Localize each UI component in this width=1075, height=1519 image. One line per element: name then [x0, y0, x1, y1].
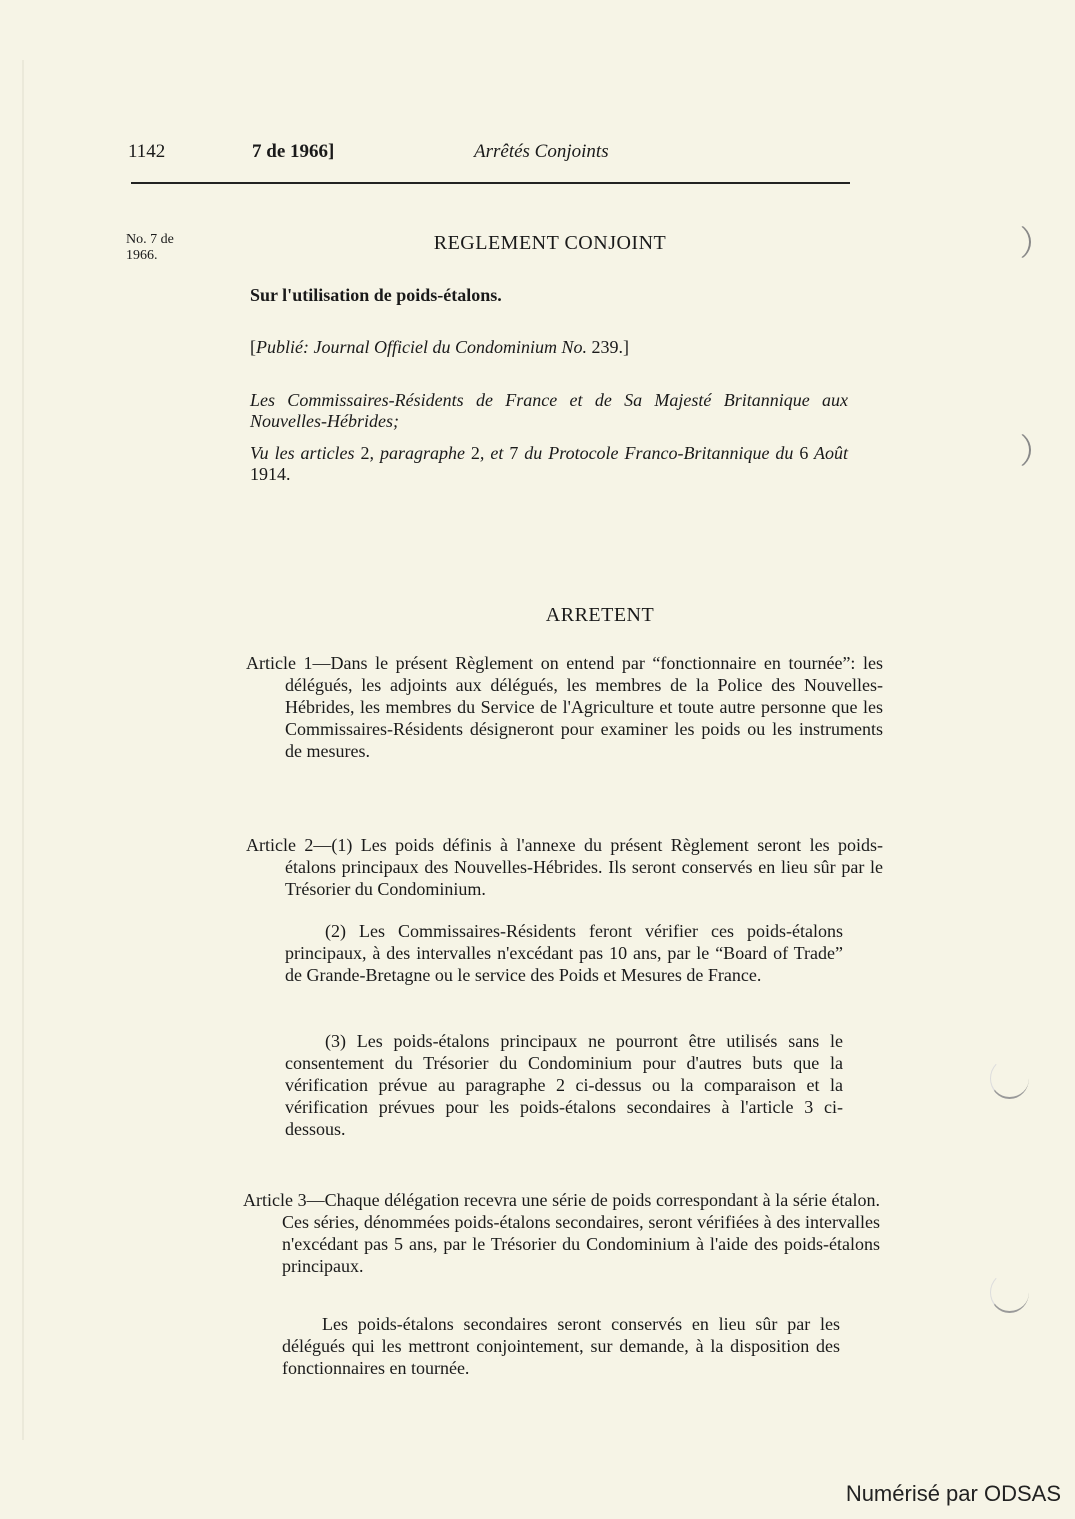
- header-rule: [131, 182, 850, 184]
- publication-open: [: [250, 337, 256, 357]
- publication-source: Publié: Journal Officiel du Condominium No.: [256, 337, 587, 357]
- punch-hole-icon: [990, 430, 1031, 470]
- publication-note: [250, 337, 629, 358]
- punch-hole-icon: [990, 1058, 1029, 1099]
- article-2-para-2: (2) Les Commissaires-Résidents feront vérifier ces poids-étalons principaux, à des intervalles n'excédant pas 10 ans, par le “Board of Trade” de Grande-Bretagne ou le service des Poids et Mesures de France.: [285, 921, 843, 985]
- preamble-protocol: Vu les articles 2, paragraphe 2, et 7 du Protocole Franco-Britannique du 6 Août 1914.: [250, 443, 849, 484]
- arretent-heading: ARRETENT: [545, 604, 655, 626]
- digitization-stamp: Numérisé par ODSAS: [845, 1481, 1061, 1506]
- margin-note: No. 7 de 1966.: [126, 232, 174, 263]
- article-3-para-2: Les poids-étalons secondaires seront conservés en lieu sûr par les délégués qui les mettront conjointement, sur demande, à la disposition des fonctionnaires en tournée.: [282, 1314, 840, 1378]
- article-2-para-1: Article 2—(1) Les poids définis à l'annexe du présent Règlement seront les poids-étalons principaux des Nouvelles-Hébrides. Ils seront conservés en lieu sûr par le Trésorier du Condominium.: [246, 835, 883, 899]
- document-subtitle: Sur l'utilisation de poids-étalons.: [250, 285, 502, 305]
- article-3-para-1: Article 3—Chaque délégation recevra une série de poids correspondant à la série étalon. Ces séries, dénommées poids-étalons secondaires, seront vérifiées à des intervalles n'excédant pas 5 ans, par le Trésorier du Condominium à l'aide des poids-étalons principaux.: [243, 1190, 880, 1276]
- page-number: 1142: [128, 141, 166, 162]
- header-ref: 7 de 1966]: [252, 141, 335, 162]
- preamble-commissioners: Les Commissaires-Résidents de France et de Sa Majesté Britannique aux Nouvelles-Hébrides;: [250, 390, 848, 431]
- punch-hole-icon: [990, 222, 1031, 262]
- punch-hole-icon: [990, 1272, 1029, 1313]
- publication-number: 239.]: [586, 337, 629, 357]
- document-title: REGLEMENT CONJOINT: [433, 232, 667, 254]
- article-1: Article 1—Dans le présent Règlement on entend par “fonctionnaire en tournée”: les délégués, les adjoints aux délégués, les membres de la Police des Nouvelles-Hébrides, les membres du Service de l'Agriculture et toute autre personne que les Commissaires-Résidents désigneront pour examiner les poids ou les instruments de mesures.: [246, 653, 883, 761]
- running-title: Arrêtés Conjoints: [474, 141, 609, 162]
- article-2-para-3: (3) Les poids-étalons principaux ne pourront être utilisés sans le consentement du Trésorier du Condominium pour d'autres buts que la vérification prévue au paragraphe 2 ci-dessus ou la comparaison et la vérification prévues pour les poids-étalons secondaires à l'article 3 ci-dessous.: [285, 1031, 843, 1139]
- scan-edge: [22, 60, 24, 1440]
